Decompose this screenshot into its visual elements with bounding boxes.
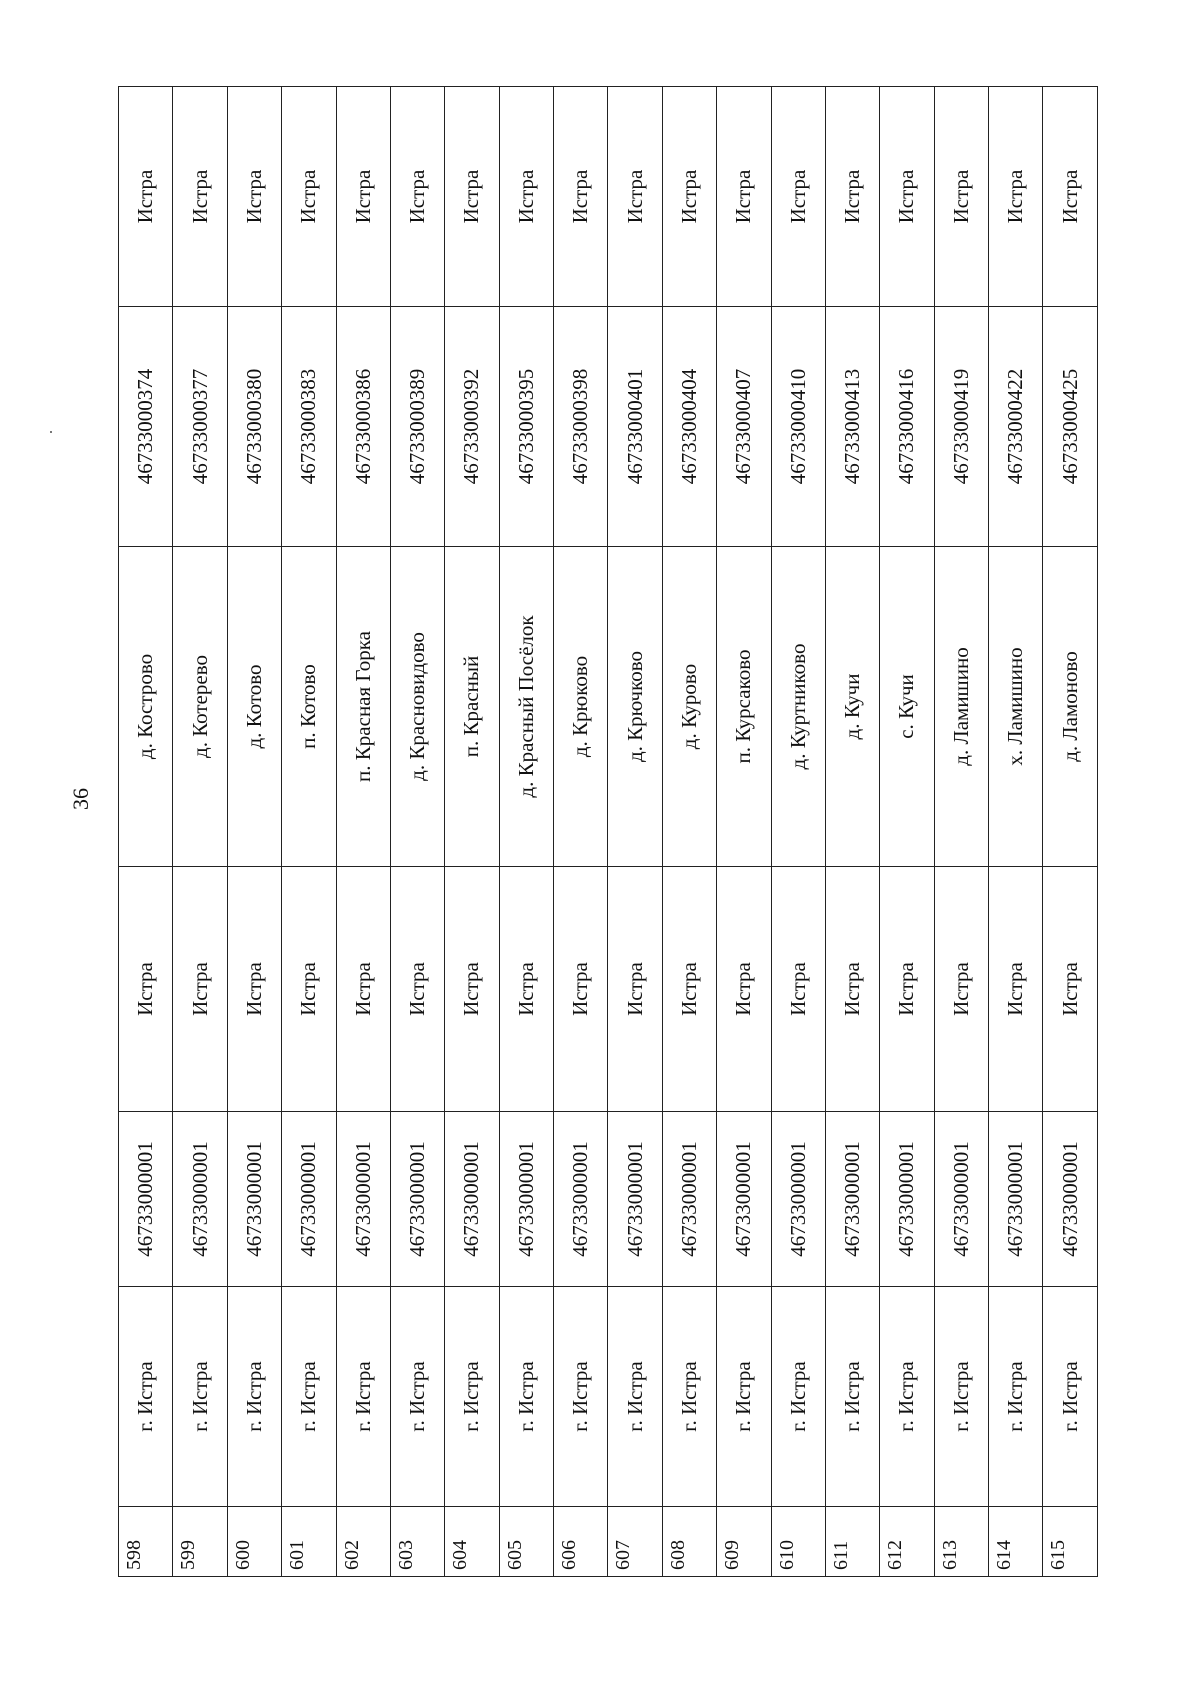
settlement-cell: д. Ламишино	[934, 547, 988, 867]
oktmo-city-cell: 46733000001	[282, 1112, 336, 1287]
rotated-table-wrapper	[118, 87, 1098, 1577]
municipality-name-cell: Истра	[173, 867, 227, 1112]
table-row	[1043, 87, 1098, 1577]
row-number-cell: 612	[880, 1507, 934, 1577]
settlement-cell: д. Ламоново	[1043, 547, 1098, 867]
settlement-municipality-cell: Истра	[717, 87, 771, 307]
settlement-municipality-cell: Истра	[499, 87, 553, 307]
scan-speck	[50, 431, 52, 433]
city-cell: г. Истра	[282, 1287, 336, 1507]
municipality-name-cell: Истра	[825, 867, 879, 1112]
city-cell: г. Истра	[445, 1287, 499, 1507]
settlement-cell: д. Курово	[662, 547, 716, 867]
settlement-municipality-cell: Истра	[1043, 87, 1098, 307]
city-cell: г. Истра	[771, 1287, 825, 1507]
municipality-name-cell: Истра	[227, 867, 281, 1112]
settlement-cell: д. Крюково	[554, 547, 608, 867]
settlement-cell: п. Курсаково	[717, 547, 771, 867]
oktmo-settlement-cell: 46733000374	[119, 307, 173, 547]
oktmo-settlement-cell: 46733000404	[662, 307, 716, 547]
table-row	[934, 87, 988, 1577]
settlement-municipality-cell: Истра	[390, 87, 444, 307]
settlement-municipality-cell: Истра	[282, 87, 336, 307]
city-cell: г. Истра	[880, 1287, 934, 1507]
city-cell: г. Истра	[499, 1287, 553, 1507]
settlement-cell: д. Кучи	[825, 547, 879, 867]
row-number-cell: 613	[934, 1507, 988, 1577]
oktmo-settlement-cell: 46733000398	[554, 307, 608, 547]
municipality-name-cell: Истра	[1043, 867, 1098, 1112]
oktmo-city-cell: 46733000001	[173, 1112, 227, 1287]
oktmo-settlement-cell: 46733000401	[608, 307, 662, 547]
city-cell: г. Истра	[173, 1287, 227, 1507]
settlement-cell: п. Красная Горка	[336, 547, 390, 867]
oktmo-city-cell: 46733000001	[499, 1112, 553, 1287]
settlement-municipality-cell: Истра	[934, 87, 988, 307]
settlement-cell: х. Ламишино	[989, 547, 1043, 867]
row-number-cell: 599	[173, 1507, 227, 1577]
oktmo-city-cell: 46733000001	[390, 1112, 444, 1287]
settlement-municipality-cell: Истра	[173, 87, 227, 307]
settlement-cell: п. Котово	[282, 547, 336, 867]
municipality-name-cell: Истра	[499, 867, 553, 1112]
settlement-cell: д. Кострово	[119, 547, 173, 867]
settlement-cell: д. Красный Посёлок	[499, 547, 553, 867]
oktmo-settlement-cell: 46733000386	[336, 307, 390, 547]
oktmo-settlement-cell: 46733000389	[390, 307, 444, 547]
municipality-name-cell: Истра	[608, 867, 662, 1112]
table-row	[336, 87, 390, 1577]
municipality-name-cell: Истра	[282, 867, 336, 1112]
oktmo-settlement-cell: 46733000416	[880, 307, 934, 547]
municipality-name-cell: Истра	[445, 867, 499, 1112]
table-row	[989, 87, 1043, 1577]
municipality-name-cell: Истра	[390, 867, 444, 1112]
city-cell: г. Истра	[608, 1287, 662, 1507]
oktmo-settlement-cell: 46733000395	[499, 307, 553, 547]
city-cell: г. Истра	[989, 1287, 1043, 1507]
city-cell: г. Истра	[662, 1287, 716, 1507]
row-number-cell: 614	[989, 1507, 1043, 1577]
row-number-cell: 608	[662, 1507, 716, 1577]
oktmo-settlement-cell: 46733000407	[717, 307, 771, 547]
table-row	[717, 87, 771, 1577]
row-number-cell: 600	[227, 1507, 281, 1577]
table-row	[825, 87, 879, 1577]
oktmo-city-cell: 46733000001	[989, 1112, 1043, 1287]
oktmo-city-cell: 46733000001	[336, 1112, 390, 1287]
row-number-cell: 602	[336, 1507, 390, 1577]
oktmo-settlement-cell: 46733000392	[445, 307, 499, 547]
settlement-cell: п. Красный	[445, 547, 499, 867]
row-number-cell: 610	[771, 1507, 825, 1577]
oktmo-settlement-cell: 46733000419	[934, 307, 988, 547]
table-row	[282, 87, 336, 1577]
settlement-cell: д. Крючково	[608, 547, 662, 867]
city-cell: г. Истра	[717, 1287, 771, 1507]
oktmo-city-cell: 46733000001	[445, 1112, 499, 1287]
municipality-name-cell: Истра	[662, 867, 716, 1112]
settlement-municipality-cell: Истра	[227, 87, 281, 307]
table-row	[771, 87, 825, 1577]
row-number-cell: 598	[119, 1507, 173, 1577]
city-cell: г. Истра	[825, 1287, 879, 1507]
municipality-name-cell: Истра	[989, 867, 1043, 1112]
settlement-municipality-cell: Истра	[554, 87, 608, 307]
oktmo-city-cell: 46733000001	[662, 1112, 716, 1287]
oktmo-settlement-cell: 46733000413	[825, 307, 879, 547]
row-number-cell: 615	[1043, 1507, 1098, 1577]
settlement-municipality-cell: Истра	[336, 87, 390, 307]
table-row	[499, 87, 553, 1577]
municipality-name-cell: Истра	[336, 867, 390, 1112]
row-number-cell: 603	[390, 1507, 444, 1577]
row-number-cell: 607	[608, 1507, 662, 1577]
city-cell: г. Истра	[119, 1287, 173, 1507]
oktmo-city-cell: 46733000001	[880, 1112, 934, 1287]
table-row	[880, 87, 934, 1577]
oktmo-city-cell: 46733000001	[554, 1112, 608, 1287]
oktmo-city-cell: 46733000001	[934, 1112, 988, 1287]
oktmo-city-cell: 46733000001	[1043, 1112, 1098, 1287]
settlement-municipality-cell: Истра	[445, 87, 499, 307]
settlement-municipality-cell: Истра	[662, 87, 716, 307]
table-row	[119, 87, 173, 1577]
city-cell: г. Истра	[390, 1287, 444, 1507]
city-cell: г. Истра	[1043, 1287, 1098, 1507]
table-row	[608, 87, 662, 1577]
oktmo-city-cell: 46733000001	[608, 1112, 662, 1287]
municipality-name-cell: Истра	[880, 867, 934, 1112]
oktmo-settlement-cell: 46733000422	[989, 307, 1043, 547]
oktmo-city-cell: 46733000001	[771, 1112, 825, 1287]
settlement-municipality-cell: Истра	[608, 87, 662, 307]
oktmo-city-cell: 46733000001	[825, 1112, 879, 1287]
row-number-cell: 611	[825, 1507, 879, 1577]
oktmo-city-cell: 46733000001	[227, 1112, 281, 1287]
city-cell: г. Истра	[934, 1287, 988, 1507]
settlement-municipality-cell: Истра	[825, 87, 879, 307]
settlement-cell: д. Котово	[227, 547, 281, 867]
table-body	[119, 87, 1098, 1577]
table-row	[662, 87, 716, 1577]
municipality-name-cell: Истра	[119, 867, 173, 1112]
table-row	[227, 87, 281, 1577]
city-cell: г. Истра	[336, 1287, 390, 1507]
oktmo-settlement-cell: 46733000410	[771, 307, 825, 547]
oktmo-settlement-cell: 46733000425	[1043, 307, 1098, 547]
municipality-name-cell: Истра	[717, 867, 771, 1112]
municipality-name-cell: Истра	[771, 867, 825, 1112]
row-number-cell: 601	[282, 1507, 336, 1577]
municipality-name-cell: Истра	[554, 867, 608, 1112]
settlement-municipality-cell: Истра	[880, 87, 934, 307]
table-row	[173, 87, 227, 1577]
municipality-name-cell: Истра	[934, 867, 988, 1112]
row-number-cell: 606	[554, 1507, 608, 1577]
row-number-cell: 604	[445, 1507, 499, 1577]
settlement-cell: д. Красновидово	[390, 547, 444, 867]
settlements-table	[118, 86, 1098, 1577]
row-number-cell: 609	[717, 1507, 771, 1577]
row-number-cell: 605	[499, 1507, 553, 1577]
table-row	[554, 87, 608, 1577]
oktmo-settlement-cell: 46733000377	[173, 307, 227, 547]
city-cell: г. Истра	[227, 1287, 281, 1507]
settlement-municipality-cell: Истра	[771, 87, 825, 307]
table-row	[445, 87, 499, 1577]
oktmo-settlement-cell: 46733000380	[227, 307, 281, 547]
settlement-cell: д. Куртниково	[771, 547, 825, 867]
settlement-municipality-cell: Истра	[989, 87, 1043, 307]
city-cell: г. Истра	[554, 1287, 608, 1507]
oktmo-settlement-cell: 46733000383	[282, 307, 336, 547]
settlement-municipality-cell: Истра	[119, 87, 173, 307]
settlement-cell: д. Котерево	[173, 547, 227, 867]
table-row	[390, 87, 444, 1577]
settlement-cell: с. Кучи	[880, 547, 934, 867]
oktmo-city-cell: 46733000001	[717, 1112, 771, 1287]
oktmo-city-cell: 46733000001	[119, 1112, 173, 1287]
page-number: 36	[68, 788, 93, 810]
